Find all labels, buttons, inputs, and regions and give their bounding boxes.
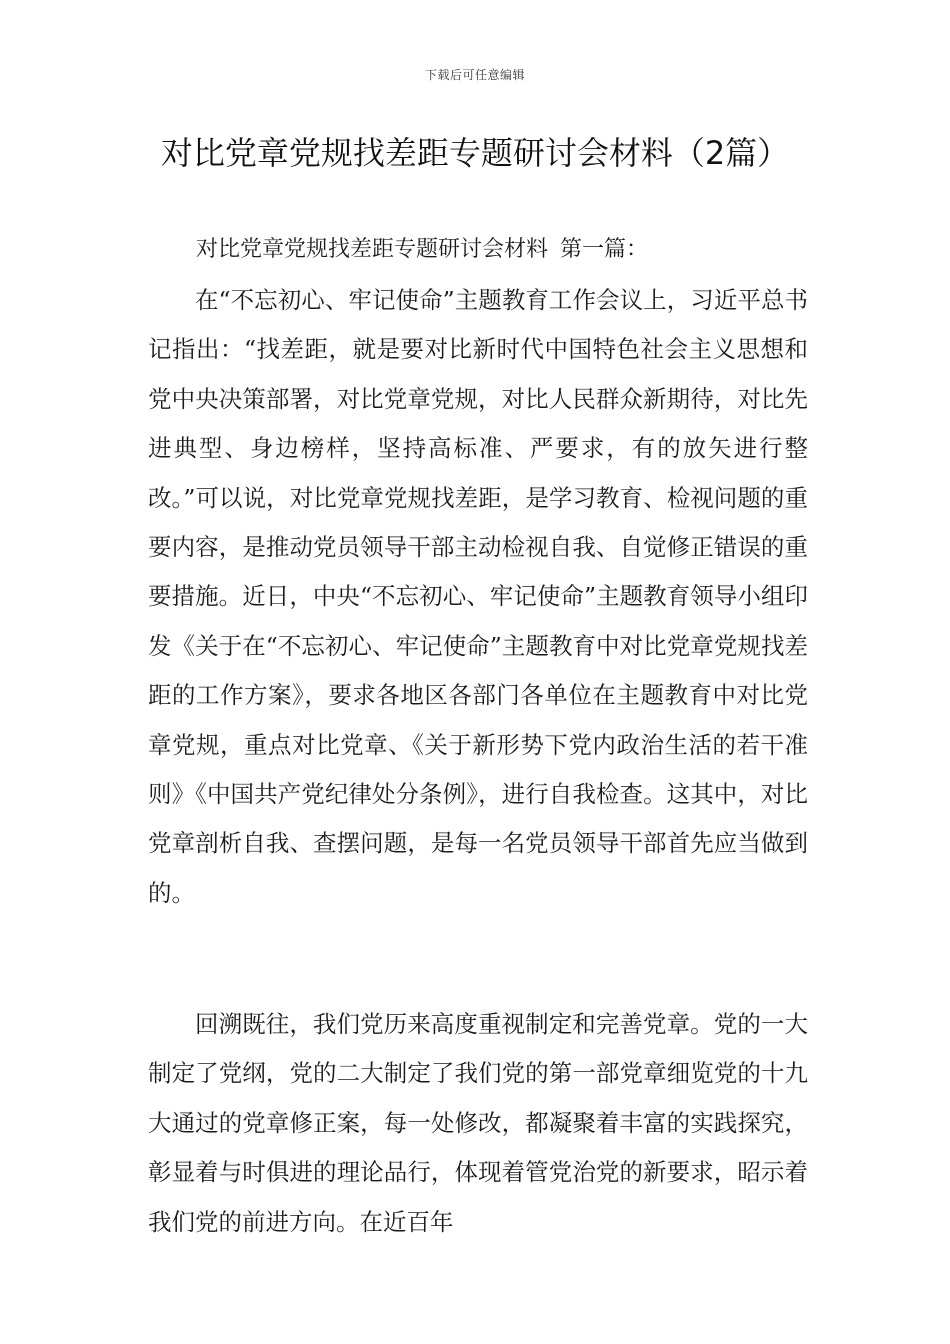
document-title: 对比党章党规找差距专题研讨会材料（2篇） (160, 134, 790, 172)
header-note: 下载后可任意编辑 (424, 68, 525, 82)
document-subtitle (196, 232, 648, 268)
subtitle-part: 第一篇： (560, 237, 649, 262)
body-paragraph: 回溯既往，我们党历来高度重视制定和完善党章。党的一大制定了党纲，党的二大制定了我们党的第一部党章细览党的十九大通过的党章修正案，每一处修改，都凝聚着丰富的实践探究，彰显着与时俱进的理论品行，体现着管党治党的新要求，昭示着我们党的前进方向。在近百年 (148, 1010, 808, 1236)
body-paragraph: 在“不忘初心、牢记使命”主题教育工作会议上，习近平总书记指出：“找差距，就是要对比新时代中国特色社会主义思想和党中央决策部署，对比党章党规，对比人民群众新期待，对比先进典型、身边榜样，坚持高标准、严要求，有的放矢进行整改。”可以说，对比党章党规找差距，是学习教育、检视问题的重要内容，是推动党员领导干部主动检视自我、自觉修正错误的重要措施。近日，中央“不忘初心、牢记使命”主题教育领导小组印发《关于在“不忘初心、牢记使命”主题教育中对比党章党规找差距的工作方案》，要求各地区各部门各单位在主题教育中对比党章党规，重点对比党章、《关于新形势下党内政治生活的若干准则》《中国共产党纪律处分条例》，进行自我检查。这其中，对比党章剖析自我、查摆问题，是每一名党员领导干部首先应当做到的。 (148, 286, 808, 907)
subtitle-main: 对比党章党规找差距专题研讨会材料 (196, 237, 549, 262)
